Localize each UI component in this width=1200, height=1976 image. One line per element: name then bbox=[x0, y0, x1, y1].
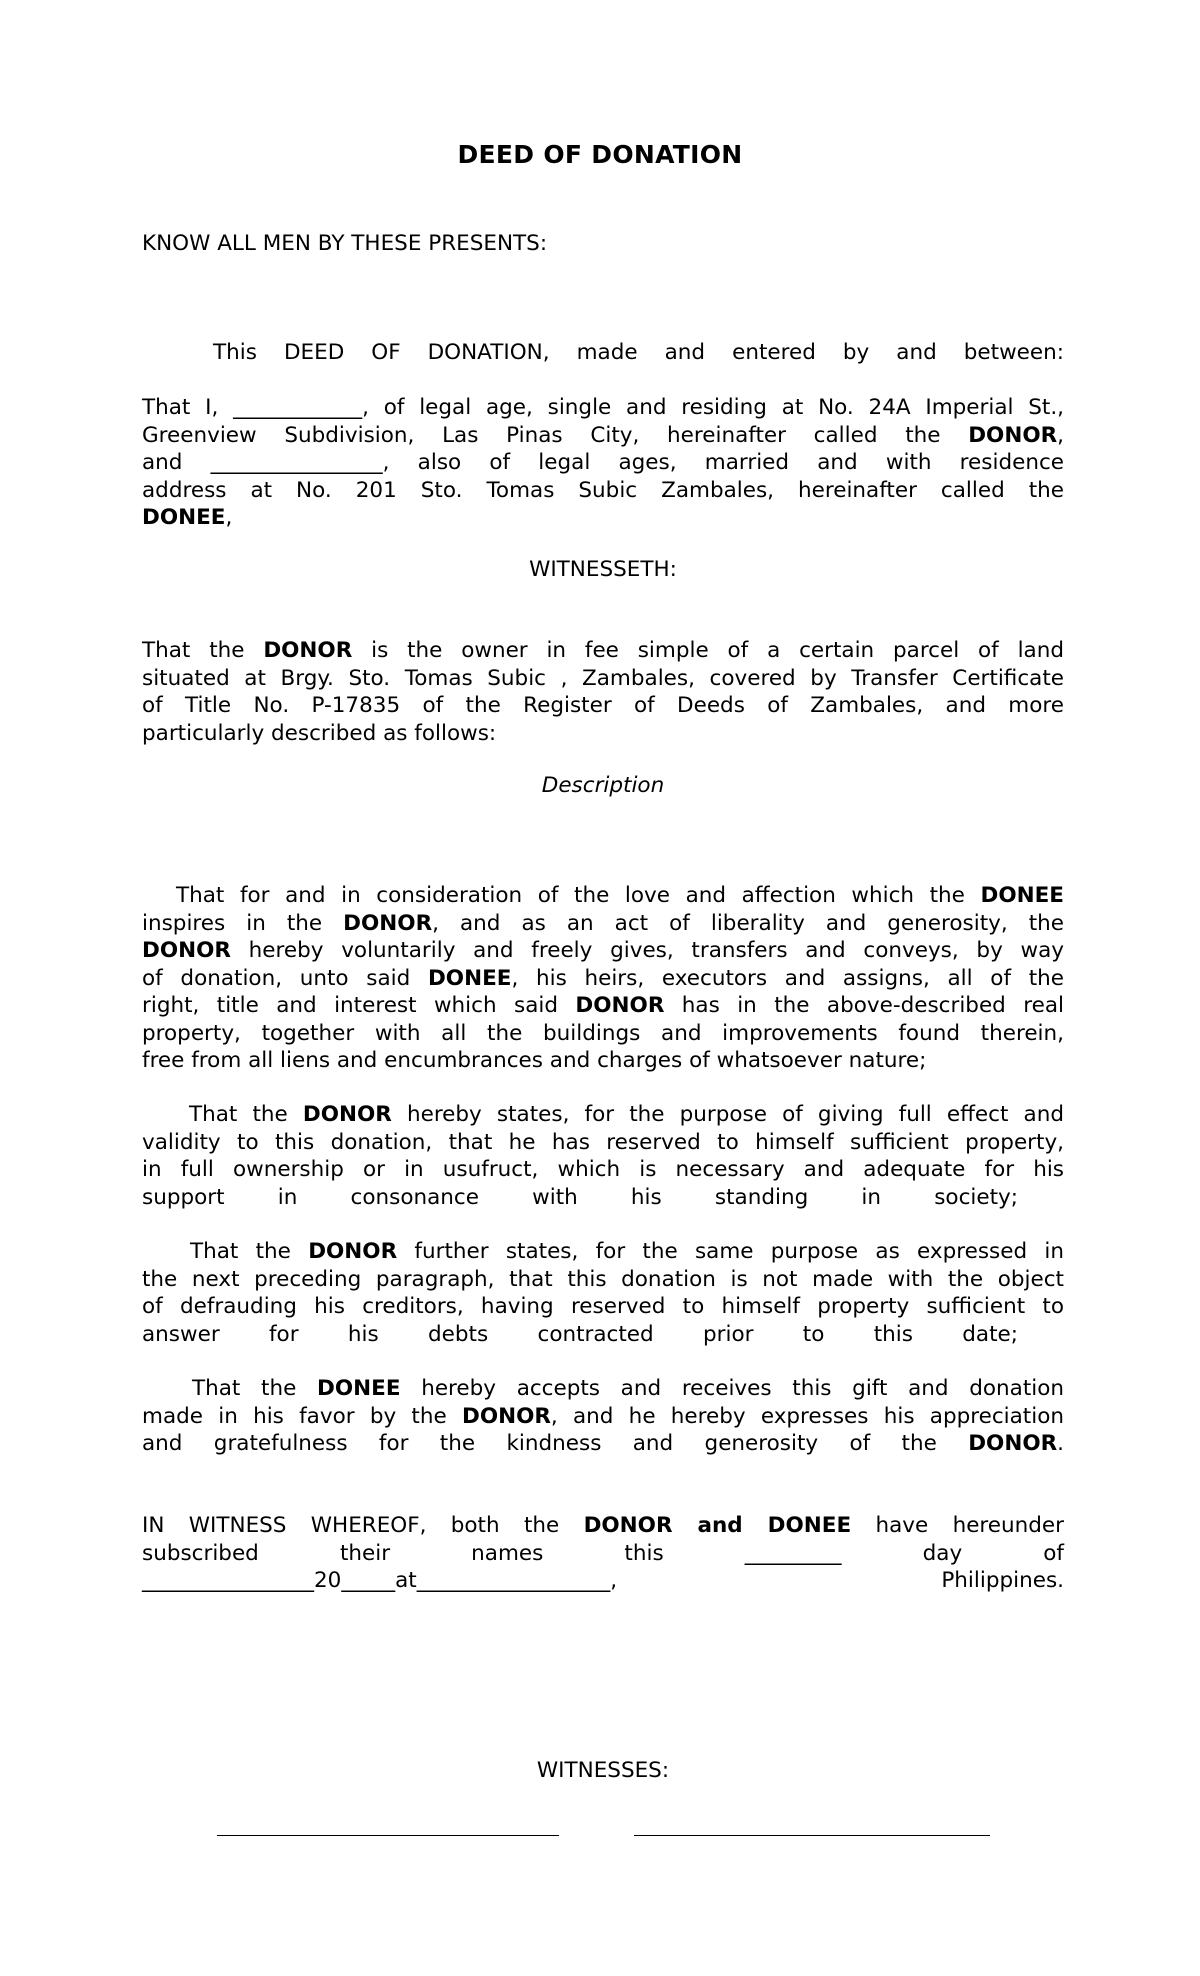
day-blank: _________ bbox=[744, 1540, 842, 1566]
consideration-line-4: of donation, unto said DONEE, his heirs, executors and assigns, all of the bbox=[142, 965, 1064, 991]
consideration-line-7: free from all liens and encumbrances and charges of whatsoever nature; bbox=[142, 1048, 927, 1073]
further-line-1: That the DONOR further states, for the same purpose as expressed in bbox=[190, 1239, 1064, 1264]
further-paragraph bbox=[142, 1238, 1064, 1348]
accepts-line-2: made in his favor by the DONOR, and he hereby expresses his appreciation bbox=[142, 1403, 1064, 1429]
states-line-2: validity to this donation, that he has reserved to himself sufficient property, bbox=[142, 1129, 1064, 1155]
witness-whereof-paragraph bbox=[142, 1512, 1064, 1595]
opening-line: KNOW ALL MEN BY THESE PRESENTS: bbox=[142, 231, 548, 256]
year-blank: _____ bbox=[341, 1568, 396, 1593]
consideration-line-1: That for and in consideration of the love and affection which the DONEE bbox=[176, 883, 1064, 908]
witness-signature-line-1 bbox=[217, 1835, 559, 1836]
document-title: DEED OF DONATION bbox=[457, 140, 743, 169]
accepts-line-3: and gratefulness for the kindness and generosity of the DONOR. bbox=[142, 1431, 1064, 1456]
states-line-3: in full ownership or in usufruct, which is necessary and adequate for his bbox=[142, 1157, 1064, 1182]
consideration-line-6: property, together with all the buildings and improvements found therein, bbox=[142, 1020, 1064, 1046]
states-line-4: support in consonance with his standing in society; bbox=[142, 1184, 1018, 1210]
donor-name-blank: ____________ bbox=[233, 395, 363, 420]
further-line-3: of defrauding his creditors, having reserved to himself property sufficient to bbox=[142, 1294, 1064, 1319]
whereof-line-1: IN WITNESS WHEREOF, both the DONOR and DONEE have hereunder bbox=[142, 1513, 1064, 1538]
states-line-1: That the DONOR hereby states, for the purpose of giving full effect and bbox=[189, 1102, 1064, 1127]
accepts-paragraph bbox=[142, 1375, 1064, 1458]
witnesses-heading: WITNESSES: bbox=[536, 1758, 670, 1783]
description-label: Description bbox=[541, 773, 665, 798]
place-blank: __________________ bbox=[416, 1568, 611, 1593]
consideration-line-3: DONOR hereby voluntarily and freely gives, transfers and conveys, by way bbox=[142, 938, 1064, 963]
consideration-paragraph bbox=[142, 882, 1064, 1075]
property-paragraph bbox=[142, 637, 1064, 747]
parties-paragraph bbox=[142, 394, 1064, 532]
intro-line: This DEED OF DONATION, made and entered by and between: bbox=[213, 340, 1064, 365]
property-line-2: situated at Brgy. Sto. Tomas Subic , Zambales, covered by Transfer Certificate bbox=[142, 665, 1064, 691]
accepts-line-1: That the DONEE hereby accepts and receives this gift and donation bbox=[192, 1376, 1064, 1401]
witness-signature-line-2 bbox=[634, 1835, 990, 1836]
whereof-line-3: ________________20_____at__________________, Philippines. bbox=[142, 1568, 1064, 1593]
consideration-line-2: inspires in the DONOR, and as an act of liberality and generosity, the bbox=[142, 910, 1065, 936]
month-blank: ________________ bbox=[142, 1568, 314, 1593]
parties-line-3: and ________________, also of legal ages, married and with residence bbox=[142, 450, 1064, 475]
property-line-4: particularly described as follows: bbox=[142, 720, 497, 746]
donee-name-blank: ________________ bbox=[210, 450, 383, 475]
parties-line-1: That I, ____________, of legal age, single and residing at No. 24A Imperial St., bbox=[142, 395, 1065, 420]
parties-line-4: address at No. 201 Sto. Tomas Subic Zambales, hereinafter called the bbox=[142, 477, 1064, 503]
property-line-1: That the DONOR is the owner in fee simple of a certain parcel of land bbox=[142, 638, 1064, 663]
states-paragraph bbox=[142, 1101, 1064, 1211]
witnesseth-heading: WITNESSETH: bbox=[529, 557, 677, 582]
parties-line-5: DONEE, bbox=[142, 505, 233, 530]
further-line-2: the next preceding paragraph, that this donation is not made with the object bbox=[142, 1266, 1064, 1292]
property-line-3: of Title No. P-17835 of the Register of Deeds of Zambales, and more bbox=[142, 693, 1064, 718]
further-line-4: answer for his debts contracted prior to this date; bbox=[142, 1321, 1018, 1347]
whereof-line-2: subscribed their names this _________ day of bbox=[142, 1540, 1064, 1566]
consideration-line-5: right, title and interest which said DONOR has in the above-described real bbox=[142, 993, 1064, 1018]
parties-line-2: Greenview Subdivision, Las Pinas City, hereinafter called the DONOR, bbox=[142, 422, 1064, 448]
